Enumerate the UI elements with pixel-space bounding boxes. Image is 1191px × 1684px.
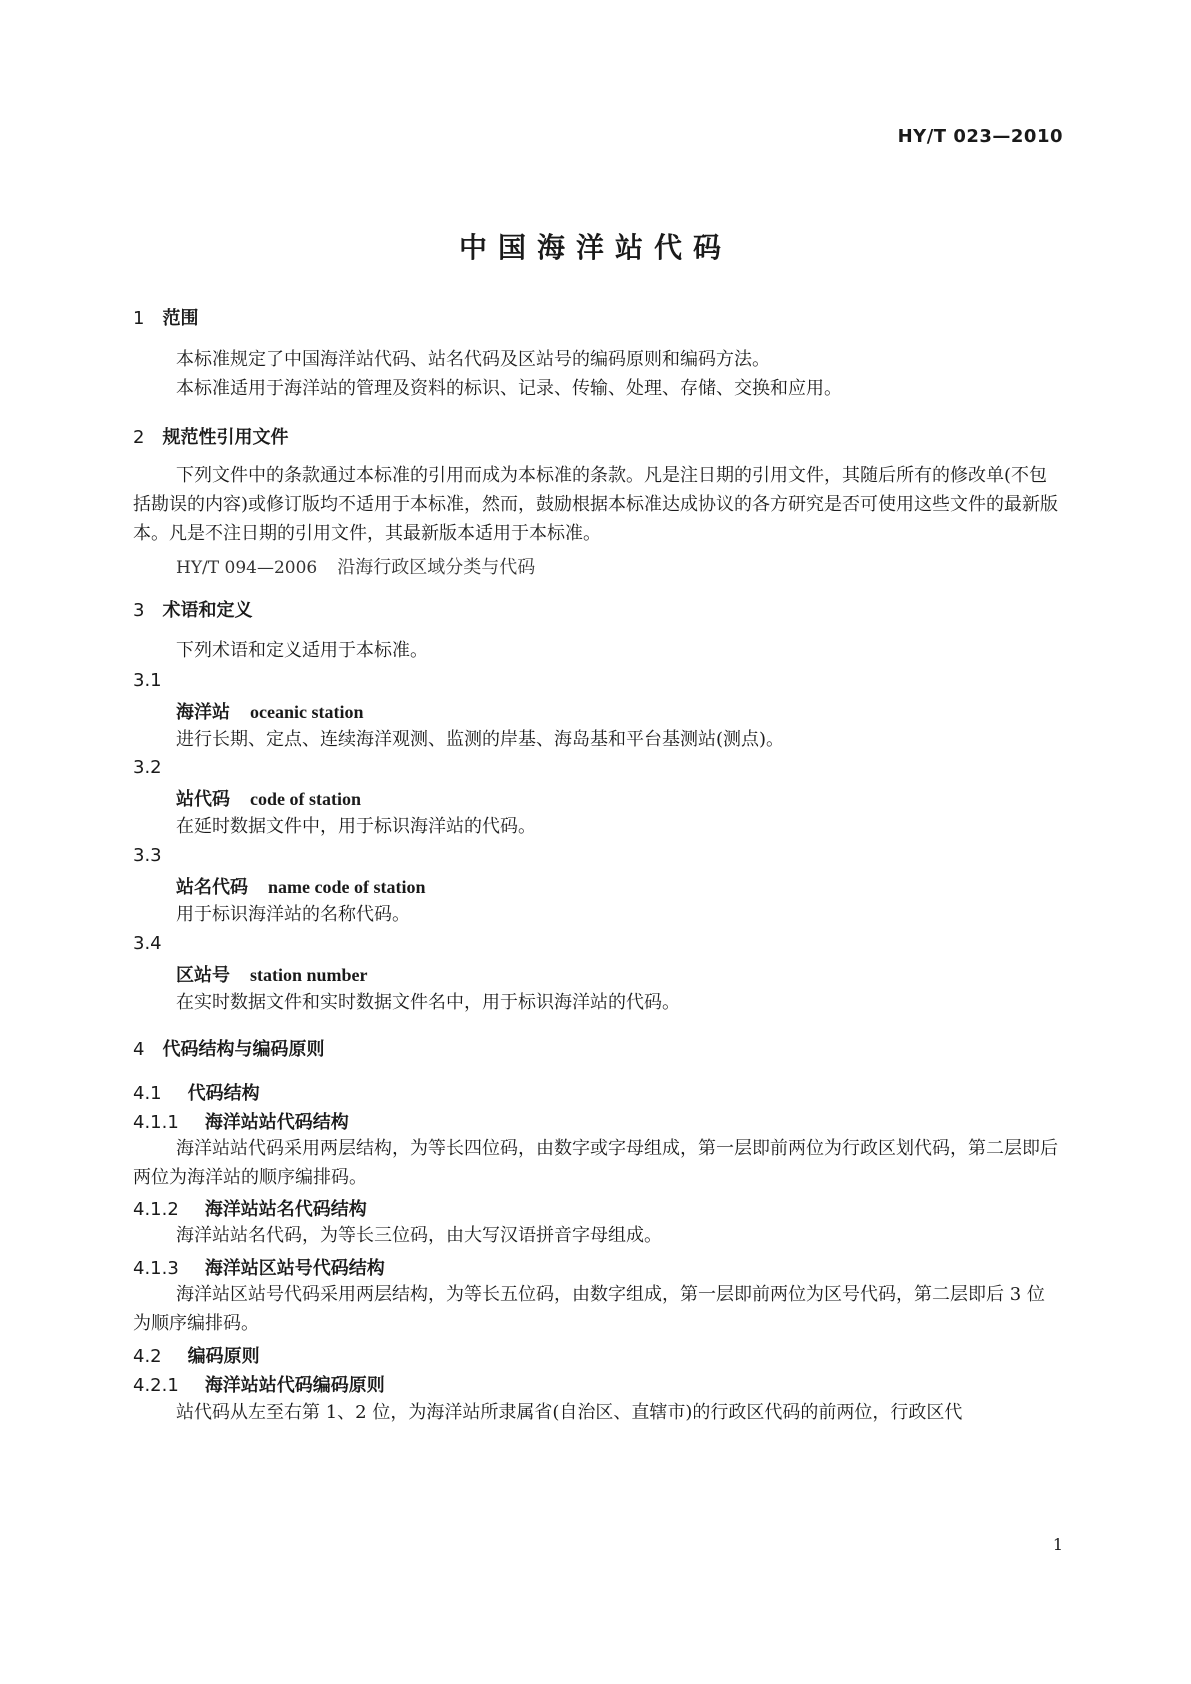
paragraph: 海洋站站代码采用两层结构，为等长四位码，由数字或字母组成，第一层即前两位为行政区划代码，第二层即后两位为海洋站的顺序编排码。 bbox=[133, 1138, 1058, 1188]
section-title: 编码原则 bbox=[187, 1346, 260, 1367]
term-chinese: 站代码 bbox=[176, 789, 230, 810]
section-title: 术语和定义 bbox=[162, 600, 253, 621]
term-number: 3.1 bbox=[133, 670, 162, 691]
term-chinese: 站名代码 bbox=[176, 877, 248, 898]
term-definition: 在延时数据文件中，用于标识海洋站的代码。 bbox=[176, 816, 536, 837]
standard-code: HY/T 023—2010 bbox=[897, 126, 1063, 147]
section-title: 海洋站站名代码结构 bbox=[204, 1199, 367, 1220]
term-entry bbox=[176, 873, 425, 899]
subsection-4-1-3-heading bbox=[133, 1254, 385, 1280]
section-2-heading bbox=[133, 423, 288, 449]
reference-code: HY/T 094—2006 bbox=[176, 558, 318, 578]
term-english: oceanic station bbox=[250, 702, 364, 722]
section-number: 4 bbox=[133, 1039, 145, 1060]
document-title: 中国海洋站代码 bbox=[458, 231, 732, 264]
section-number: 4.2.1 bbox=[133, 1375, 179, 1396]
term-english: name code of station bbox=[268, 877, 426, 897]
section-title: 海洋站站代码编码原则 bbox=[204, 1375, 385, 1396]
term-number: 3.2 bbox=[133, 757, 162, 778]
normative-reference bbox=[176, 553, 535, 579]
section-number: 1 bbox=[133, 308, 145, 329]
subsection-4-2-1-heading bbox=[133, 1371, 385, 1397]
term-number: 3.4 bbox=[133, 933, 162, 954]
section-number: 4.1 bbox=[133, 1083, 162, 1104]
paragraph: 下列术语和定义适用于本标准。 bbox=[176, 640, 428, 661]
section-1-heading bbox=[133, 304, 198, 330]
section-title: 规范性引用文件 bbox=[162, 427, 289, 448]
section-number: 4.1.2 bbox=[133, 1199, 179, 1220]
term-chinese: 区站号 bbox=[176, 965, 230, 986]
section-3-heading bbox=[133, 596, 252, 622]
term-entry bbox=[176, 698, 363, 724]
paragraph: 海洋站站名代码，为等长三位码，由大写汉语拼音字母组成。 bbox=[176, 1225, 662, 1246]
paragraph: 本标准适用于海洋站的管理及资料的标识、记录、传输、处理、存储、交换和应用。 bbox=[176, 378, 842, 399]
section-number: 2 bbox=[133, 427, 145, 448]
section-title: 代码结构 bbox=[187, 1083, 260, 1104]
section-title: 海洋站区站号代码结构 bbox=[204, 1258, 385, 1279]
paragraph: 站代码从左至右第 1、2 位，为海洋站所隶属省(自治区、直辖市)的行政区代码的前两位，行政区代 bbox=[176, 1402, 963, 1423]
section-number: 3 bbox=[133, 600, 145, 621]
term-entry bbox=[176, 961, 368, 987]
term-number: 3.3 bbox=[133, 845, 162, 866]
section-title: 海洋站站代码结构 bbox=[204, 1112, 349, 1133]
subsection-4-1-2-heading bbox=[133, 1195, 367, 1221]
subsection-4-1-1-heading bbox=[133, 1108, 349, 1134]
paragraph: 海洋站区站号代码采用两层结构，为等长五位码，由数字组成，第一层即前两位为区号代码，第二层即后 3 位为顺序编排码。 bbox=[133, 1284, 1045, 1334]
section-title: 范围 bbox=[162, 308, 199, 329]
paragraph: 下列文件中的条款通过本标准的引用而成为本标准的条款。凡是注日期的引用文件，其随后所有的修改单(不包括勘误的内容)或修订版均不适用于本标准，然而，鼓励根据本标准达成协议的各方研究是否可使用这些文件的最新版本。凡是不注日期的引用文件，其最新版本适用于本标准。 bbox=[133, 465, 1059, 544]
term-chinese: 海洋站 bbox=[176, 702, 230, 723]
section-title: 代码结构与编码原则 bbox=[162, 1039, 325, 1060]
section-number: 4.1.1 bbox=[133, 1112, 179, 1133]
subsection-4-2-heading bbox=[133, 1342, 260, 1368]
term-english: station number bbox=[250, 965, 368, 985]
term-definition: 在实时数据文件和实时数据文件名中，用于标识海洋站的代码。 bbox=[176, 992, 680, 1013]
term-definition: 用于标识海洋站的名称代码。 bbox=[176, 904, 410, 925]
paragraph: 本标准规定了中国海洋站代码、站名代码及区站号的编码原则和编码方法。 bbox=[176, 349, 770, 370]
section-number: 4.2 bbox=[133, 1346, 162, 1367]
term-english: code of station bbox=[250, 789, 361, 809]
reference-title: 沿海行政区域分类与代码 bbox=[337, 557, 536, 578]
term-definition: 进行长期、定点、连续海洋观测、监测的岸基、海岛基和平台基测站(测点)。 bbox=[176, 729, 785, 750]
subsection-4-1-heading bbox=[133, 1079, 260, 1105]
term-entry bbox=[176, 785, 361, 811]
section-4-heading bbox=[133, 1035, 324, 1061]
section-number: 4.1.3 bbox=[133, 1258, 179, 1279]
page-number: 1 bbox=[1052, 1535, 1063, 1554]
